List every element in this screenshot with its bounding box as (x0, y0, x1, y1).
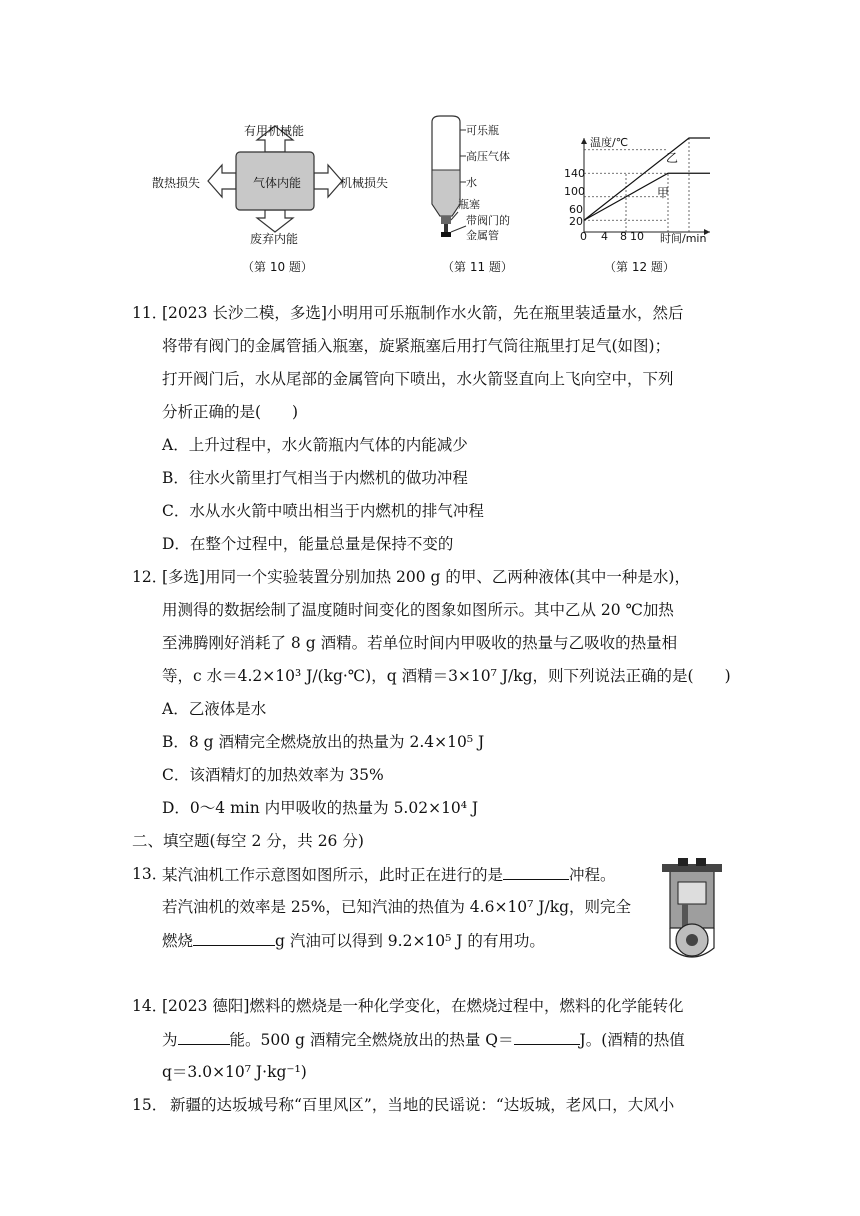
q14-line-3: q＝3.0×10⁷ J·kg⁻¹) (162, 1063, 307, 1081)
q13-line-3-a: 燃烧 (162, 932, 194, 950)
figure-10-caption: （第 10 题） (242, 260, 313, 274)
figure-10 (150, 118, 400, 278)
q11-line-1: [2023 长沙二模，多选]小明用可乐瓶制作水火箭，先在瓶里装适量水，然后 (162, 304, 684, 322)
xtick-0: 0 (580, 230, 587, 243)
q14-line-1: [2023 德阳]燃料的燃烧是一种化学变化，在燃烧过程中，燃料的化学能转化 (162, 997, 684, 1015)
q13-line-3 (162, 930, 545, 951)
figure-11-caption: （第 11 题） (442, 260, 513, 274)
series-line-yi (584, 138, 710, 220)
q11-option-b: B．往水火箭里打气相当于内燃机的做功冲程 (162, 469, 468, 487)
q11-line-4: 分析正确的是( ) (162, 403, 299, 421)
figure-12-caption: （第 12 题） (604, 260, 675, 274)
diagram-bottom-label: 废弃内能 (250, 232, 299, 246)
q12-line-1: [多选]用同一个实验装置分别加热 200 g 的甲、乙两种液体(其中一种是水)， (162, 568, 690, 586)
series-label-jia: 甲 (657, 186, 670, 200)
diagram-left-label: 散热损失 (152, 176, 201, 190)
q14-line-2-c: J。(酒精的热值 (579, 1031, 685, 1049)
q14-line-2-a: 为 (162, 1031, 178, 1049)
section-heading: 二、填空题(每空 2 分，共 26 分) (132, 832, 364, 850)
q12-option-b: B．8 g 酒精完全燃烧放出的热量为 2.4×10⁵ J (162, 733, 485, 751)
xtick-8: 8 (620, 230, 627, 243)
q13-blank-1[interactable] (503, 864, 569, 880)
figure-11 (420, 112, 550, 278)
q15-line-1: 新疆的达坂城号称“百里风区”，当地的民谣说：“达坂城，老风口，大风小 (170, 1096, 675, 1114)
engine-icon (660, 858, 724, 962)
label-water: 水 (466, 176, 477, 189)
xtick-10: 10 (630, 230, 644, 243)
q14-number: 14． (132, 997, 168, 1015)
series-label-yi: 乙 (666, 151, 679, 165)
q12-option-a: A．乙液体是水 (162, 700, 267, 718)
q14-blank-2[interactable] (514, 1029, 580, 1045)
q12-line-3: 至沸腾刚好消耗了 8 g 酒精。若单位时间内甲吸收的热量与乙吸收的热量相 (162, 634, 678, 652)
ytick-20: 20 (569, 215, 583, 228)
label-stopper: 瓶塞 (458, 198, 480, 211)
q13-line-2: 若汽油机的效率是 25%，已知汽油的热值为 4.6×10⁷ J/kg，则完全 (162, 898, 632, 916)
q12-option-c: C．该酒精灯的加热效率为 35% (162, 766, 384, 784)
chart-ylabel: 温度/℃ (590, 136, 629, 149)
diagram-center-label: 气体内能 (253, 176, 302, 190)
q13-blank-2[interactable] (193, 930, 275, 946)
q13-line-3-b: g 汽油可以得到 9.2×10⁵ J 的有用功。 (275, 932, 545, 950)
q12-option-d: D．0～4 min 内甲吸收的热量为 5.02×10⁴ J (162, 799, 479, 817)
q13-line-1 (162, 864, 616, 885)
q11-number: 11． (132, 304, 168, 322)
figure-12 (560, 132, 720, 278)
xtick-4: 4 (601, 230, 608, 243)
q11-option-c: C．水从水火箭中喷出相当于内燃机的排气冲程 (162, 502, 484, 520)
q12-number: 12． (132, 568, 168, 586)
chart-xlabel: 时间/min (660, 232, 707, 245)
label-metal-pipe: 金属管 (466, 229, 499, 242)
series-line-jia (584, 173, 710, 220)
ytick-60: 60 (569, 203, 583, 216)
label-bottle: 可乐瓶 (466, 124, 499, 137)
q14-line-2-b: 能。500 g 酒精完全燃烧放出的热量 Q＝ (229, 1031, 514, 1049)
diagram-top-label: 有用机械能 (244, 124, 305, 138)
diagram-right-label: 机械损失 (340, 176, 389, 190)
q12-line-4: 等，c 水＝4.2×10³ J/(kg·℃)，q 酒精＝3×10⁷ J/kg，则下列说法正确的是( ) (162, 667, 731, 685)
q12-line-2: 用测得的数据绘制了温度随时间变化的图象如图所示。其中乙从 20 ℃加热 (162, 601, 674, 619)
q15-number: 15． (132, 1096, 168, 1114)
q13-line-1-b: 冲程。 (569, 866, 616, 884)
q14-blank-1[interactable] (178, 1029, 230, 1045)
label-high-pressure-gas: 高压气体 (466, 150, 510, 163)
q11-line-2: 将带有阀门的金属管插入瓶塞，旋紧瓶塞后用打气筒往瓶里打足气(如图)； (162, 337, 671, 355)
ytick-140: 140 (564, 167, 585, 180)
q14-line-2 (162, 1029, 685, 1050)
q11-option-a: A．上升过程中，水火箭瓶内气体的内能减少 (162, 436, 468, 454)
q13-line-1-a: 某汽油机工作示意图如图所示，此时正在进行的是 (162, 866, 504, 884)
q11-option-d: D．在整个过程中，能量总量是保持不变的 (162, 535, 454, 553)
label-valve: 带阀门的 (466, 214, 510, 227)
q11-line-3: 打开阀门后，水从尾部的金属管向下喷出，水火箭竖直向上飞向空中，下列 (162, 370, 674, 388)
ytick-100: 100 (564, 185, 585, 198)
q13-number: 13． (132, 865, 168, 883)
